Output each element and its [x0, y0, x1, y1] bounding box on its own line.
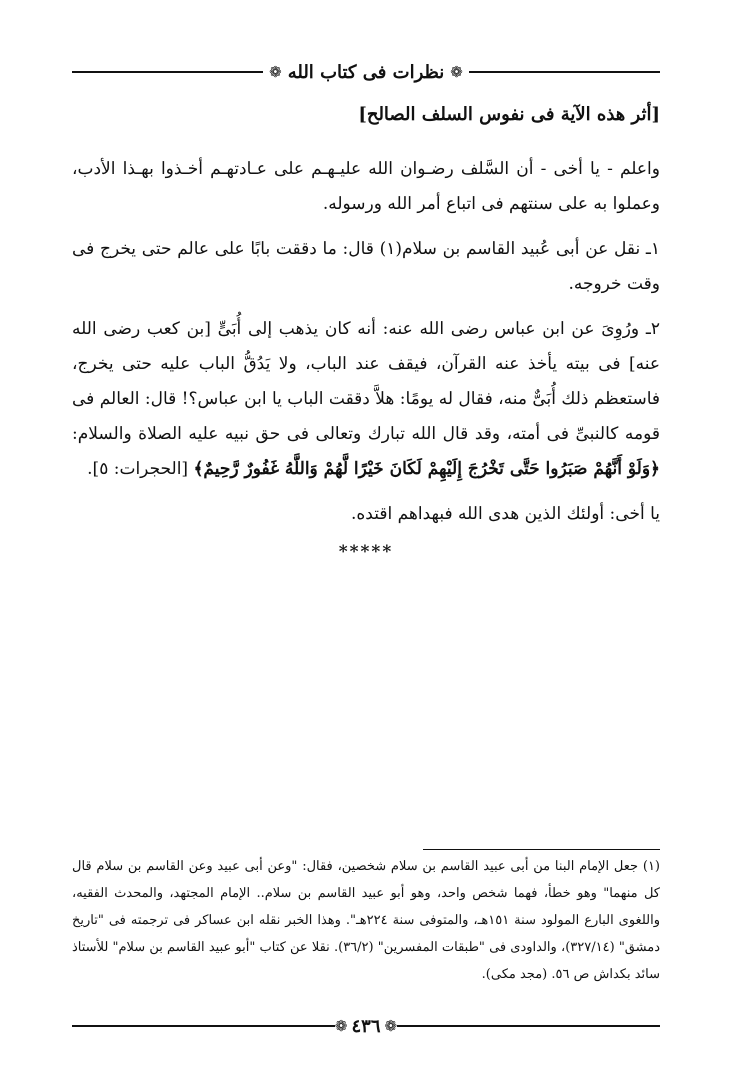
flower-ornament-icon: ❁ [334, 1016, 348, 1035]
header-title-group [263, 62, 469, 83]
book-title: نظرات فى كتاب الله [287, 61, 445, 83]
main-text [72, 100, 660, 562]
section-separator: ***** [338, 542, 394, 562]
page-footer [72, 1013, 660, 1039]
footer-rule-right [397, 1025, 660, 1027]
paragraph-text: ٢ـ ورُوِىَ عن ابن عباس رضى الله عنه: أنه كان يذهب إلى أُبَىٍّ [بن كعب رضى الله عنه] فى بيته يأخذ عنه القرآن، فيقف عند الباب، ولا يَدُقُّ الباب عليه حتى يخرج، فاستعظم ذلك أُبَىٌّ منه، فقال له يومًا: هلاَّ دققت الباب يا ابن عباس؟! قال: العالم فى قومه كالنبىِّ فى أمته، وقد قال الله تبارك وتعالى فى حق نبيه عليه الصلاة والسلام: [72, 319, 660, 444]
footer-rule-left [72, 1025, 335, 1027]
paragraph [72, 312, 660, 487]
flower-ornament-icon: ❁ [450, 62, 463, 81]
paragraph: واعلم - يا أخى - أن السَّلف رضـوان الله عليـهـم على عـادتهـم أخـذوا بهـذا الأدب، وعملوا به على سنتهم فى اتباع أمر الله ورسوله. [72, 159, 660, 214]
footnote: (١) جعل الإمام البنا من أبى عبيد القاسم بن سلام شخصين، فقال: "وعن أبى عبيد وعن القاسم بن سلام قال كل منهما" وهو خطأ، فهما شخص واحد، وهو أبو عبيد القاسم بن سلام.. الإمام المجتهد، والمحدث الفقيه، واللغوى البارع المولود سنة ١٥١هـ، والمتوفى سنة ٢٢٤هـ". وهذا الخبر نقله ابن عساكر فى ترجمته فى "تاريخ دمشق" (٣٢٧/١٤)، والداودى فى "طبقات المفسرين" (٣٦/٢). نقلا عن كتاب "أبو عبيد القاسم بن سلام" للأستاذ سائد بكداش ص ٥٦. (مجد مكى). [72, 859, 660, 982]
flower-ornament-icon: ❁ [269, 62, 282, 81]
flower-ornament-icon: ❁ [384, 1016, 398, 1035]
quran-verse: ﴿وَلَوْ أَنَّهُمْ صَبَرُوا حَتَّى تَخْرُجَ إِلَيْهِمْ لَكَانَ خَيْرًا لَّهُمْ وَاللَّهُ غَفُورٌ رَّحِيمٌ﴾ [193, 459, 660, 479]
section-heading: [أثر هذه الآية فى نفوس السلف الصالح] [358, 104, 660, 125]
header-rule-left [72, 71, 263, 73]
verse-reference: [الحجرات: ٥]. [87, 459, 189, 479]
paragraph: يا أخى: أولئك الذين هدى الله فبهداهم اقتده. [350, 504, 660, 524]
running-header [72, 58, 660, 86]
paragraph: ١ـ نقل عن أبى عُبيد القاسم بن سلام(١) قال: ما دققت بابًا على عالم حتى يخرج فى وقت خروجه. [72, 239, 660, 294]
footnote-rule [423, 849, 660, 850]
page-number: ٤٣٦ [351, 1015, 381, 1037]
header-rule-right [469, 71, 660, 73]
